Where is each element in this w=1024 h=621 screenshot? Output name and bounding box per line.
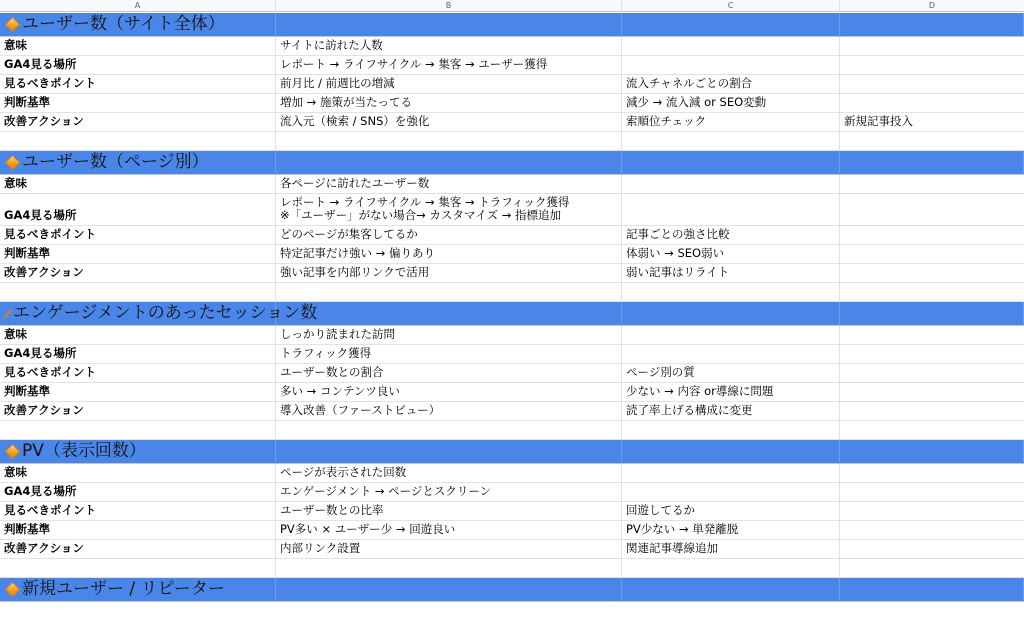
- table-row: [0, 364, 1024, 383]
- cell-line: 多い → コンテンツ良い: [280, 384, 400, 398]
- row-label-cell[interactable]: 改善アクション: [0, 113, 276, 132]
- blank-row: [0, 559, 1024, 578]
- value-cell-b[interactable]: [276, 540, 622, 559]
- value-cell-d[interactable]: [840, 194, 1024, 226]
- value-cell-d[interactable]: [840, 464, 1024, 483]
- section-title-text: ユーザー数（ページ別）: [22, 152, 209, 172]
- value-cell-d[interactable]: [840, 383, 1024, 402]
- value-cell-d[interactable]: 新規記事投入: [840, 113, 1024, 132]
- column-header-c[interactable]: C: [622, 0, 840, 12]
- table-row: [0, 194, 1024, 226]
- value-cell-c[interactable]: [622, 345, 840, 364]
- table-row: [0, 264, 1024, 283]
- value-cell-c[interactable]: 弱い記事はリライト: [622, 264, 840, 283]
- section-title-cell[interactable]: [0, 578, 276, 602]
- empty-cell[interactable]: [0, 132, 276, 151]
- row-label-cell[interactable]: 改善アクション: [0, 540, 276, 559]
- cell-line: しっかり読まれた訪問: [280, 327, 395, 341]
- table-row: [0, 37, 1024, 56]
- cell-line: 増加 → 施策が当たってる: [280, 95, 412, 109]
- table-row: [0, 94, 1024, 113]
- empty-cell[interactable]: [276, 559, 622, 578]
- empty-cell[interactable]: [840, 559, 1024, 578]
- empty-cell[interactable]: [840, 283, 1024, 302]
- value-cell-b[interactable]: [276, 175, 622, 194]
- value-cell-d[interactable]: [840, 326, 1024, 345]
- orange-diamond-icon: [5, 443, 21, 459]
- value-cell-b[interactable]: [276, 364, 622, 383]
- row-label-cell[interactable]: 判断基準: [0, 94, 276, 113]
- empty-cell[interactable]: [840, 132, 1024, 151]
- cell-line: ※「ユーザー」がない場合→ カスタマイズ → 指標追加: [280, 208, 562, 222]
- value-cell-b[interactable]: [276, 326, 622, 345]
- row-label-cell[interactable]: 改善アクション: [0, 402, 276, 421]
- value-cell-b[interactable]: [276, 113, 622, 132]
- section-header-cell[interactable]: [276, 302, 622, 326]
- value-cell-d[interactable]: [840, 94, 1024, 113]
- value-cell-d[interactable]: [840, 75, 1024, 94]
- table-row: [0, 345, 1024, 364]
- empty-cell[interactable]: [622, 559, 840, 578]
- empty-cell[interactable]: [276, 421, 622, 440]
- value-cell-c[interactable]: [622, 326, 840, 345]
- cell-line: どのページが集客してるか: [280, 227, 418, 241]
- table-row: [0, 175, 1024, 194]
- section-title: [4, 152, 271, 172]
- empty-cell[interactable]: [622, 421, 840, 440]
- section-header-cell[interactable]: [840, 13, 1024, 37]
- section-title-cell[interactable]: [0, 302, 318, 326]
- section-header-cell[interactable]: [276, 13, 622, 37]
- row-label-cell[interactable]: 意味: [0, 37, 276, 56]
- section-header-cell[interactable]: [622, 13, 840, 37]
- cell-line: レポート → ライフサイクル → 集客 → ユーザー獲得: [280, 57, 548, 71]
- value-cell-d[interactable]: [840, 264, 1024, 283]
- row-label-cell[interactable]: 見るべきポイント: [0, 502, 276, 521]
- value-cell-c[interactable]: [622, 483, 840, 502]
- value-cell-b[interactable]: [276, 56, 622, 75]
- orange-diamond-icon: [3, 308, 12, 317]
- value-cell-b[interactable]: [276, 464, 622, 483]
- value-cell-d[interactable]: [840, 56, 1024, 75]
- cell-line: トラフィック獲得: [280, 346, 372, 360]
- value-cell-c[interactable]: PV少ない → 単発離脱: [622, 521, 840, 540]
- section-title-text: PV（表示回数）: [22, 441, 146, 461]
- table-row: [0, 402, 1024, 421]
- value-cell-c[interactable]: 減少 → 流入減 or SEO変動: [622, 94, 840, 113]
- cell-line: ユーザー数との割合: [280, 365, 384, 379]
- table-row: [0, 245, 1024, 264]
- row-label-cell[interactable]: 判断基準: [0, 245, 276, 264]
- value-cell-b[interactable]: [276, 502, 622, 521]
- value-cell-c[interactable]: 回遊してるか: [622, 502, 840, 521]
- value-cell-d[interactable]: [840, 540, 1024, 559]
- row-label-cell[interactable]: GA4見る場所: [0, 194, 276, 226]
- section-title-text: エンゲージメントのあったセッション数: [13, 303, 318, 323]
- orange-diamond-icon: [5, 16, 21, 32]
- empty-cell[interactable]: [276, 132, 622, 151]
- value-cell-b[interactable]: [276, 94, 622, 113]
- row-label-cell[interactable]: 判断基準: [0, 521, 276, 540]
- section-header-row: [0, 440, 1024, 464]
- row-label-cell[interactable]: 見るべきポイント: [0, 226, 276, 245]
- empty-cell[interactable]: [0, 283, 276, 302]
- empty-cell[interactable]: [622, 132, 840, 151]
- section-header-row: [0, 302, 1024, 326]
- orange-diamond-icon: [5, 154, 21, 170]
- value-cell-d[interactable]: [840, 483, 1024, 502]
- value-cell-b[interactable]: [276, 383, 622, 402]
- value-cell-d[interactable]: [840, 37, 1024, 56]
- value-cell-c[interactable]: 流入チャネルごとの割合: [622, 75, 840, 94]
- section-title-text: ユーザー数（サイト全体）: [22, 14, 225, 34]
- value-cell-b[interactable]: [276, 521, 622, 540]
- section-header-row: [0, 578, 1024, 602]
- section-header-cell[interactable]: [276, 440, 622, 464]
- value-cell-c[interactable]: [622, 194, 840, 226]
- empty-cell[interactable]: [0, 559, 276, 578]
- value-cell-c[interactable]: [622, 175, 840, 194]
- table-row: [0, 326, 1024, 345]
- cell-line: エンゲージメント → ページとスクリーン: [280, 484, 492, 498]
- section-title-text: 新規ユーザー / リピーター: [22, 579, 225, 599]
- row-label-cell[interactable]: 意味: [0, 326, 276, 345]
- value-cell-c[interactable]: 少ない → 内容 or導線に問題: [622, 383, 840, 402]
- column-header-a[interactable]: A: [0, 0, 276, 12]
- value-cell-d[interactable]: [840, 364, 1024, 383]
- cell-line: 流入元（検索 / SNS）を強化: [280, 114, 430, 128]
- value-cell-b[interactable]: [276, 226, 622, 245]
- value-cell-c[interactable]: 体弱い → SEO弱い: [622, 245, 840, 264]
- row-label-cell[interactable]: 改善アクション: [0, 264, 276, 283]
- cell-line: 特定記事だけ強い → 偏りあり: [280, 246, 435, 260]
- cell-line: レポート → ライフサイクル → 集客 → トラフィック獲得: [280, 195, 570, 209]
- value-cell-c[interactable]: 関連記事導線追加: [622, 540, 840, 559]
- value-cell-b[interactable]: [276, 245, 622, 264]
- section-header-cell[interactable]: [622, 151, 840, 175]
- table-row: [0, 383, 1024, 402]
- column-header-d[interactable]: D: [840, 0, 1024, 12]
- table-row: [0, 464, 1024, 483]
- value-cell-b[interactable]: [276, 264, 622, 283]
- table-row: [0, 113, 1024, 132]
- row-label-cell[interactable]: 判断基準: [0, 383, 276, 402]
- section-title: [4, 14, 271, 34]
- section-header-cell[interactable]: [840, 440, 1024, 464]
- value-cell-b[interactable]: [276, 75, 622, 94]
- row-label-cell[interactable]: 見るべきポイント: [0, 75, 276, 94]
- value-cell-d[interactable]: [840, 175, 1024, 194]
- value-cell-d[interactable]: [840, 226, 1024, 245]
- value-cell-b[interactable]: [276, 194, 622, 226]
- section-header-row: [0, 151, 1024, 175]
- row-label-cell[interactable]: GA4見る場所: [0, 56, 276, 75]
- value-cell-d[interactable]: [840, 502, 1024, 521]
- section-title-cell[interactable]: [0, 440, 276, 464]
- column-header-bar: [0, 0, 1024, 12]
- value-cell-c[interactable]: [622, 464, 840, 483]
- section-header-cell[interactable]: [840, 578, 1024, 602]
- table-row: [0, 75, 1024, 94]
- section-header-cell[interactable]: [276, 578, 622, 602]
- section-title: [4, 441, 271, 461]
- value-cell-b[interactable]: [276, 483, 622, 502]
- empty-cell[interactable]: [0, 421, 276, 440]
- value-cell-d[interactable]: [840, 245, 1024, 264]
- value-cell-c[interactable]: ページ別の質: [622, 364, 840, 383]
- row-label-cell[interactable]: 意味: [0, 175, 276, 194]
- value-cell-c[interactable]: [622, 37, 840, 56]
- cell-line: ページが表示された回数: [280, 465, 407, 479]
- table-row: [0, 521, 1024, 540]
- cell-line: 前月比 / 前週比の増減: [280, 76, 395, 90]
- value-cell-c[interactable]: 記事ごとの強さ比較: [622, 226, 840, 245]
- value-cell-b[interactable]: [276, 37, 622, 56]
- cell-line: 各ページに訪れたユーザー数: [280, 176, 430, 190]
- blank-row: [0, 283, 1024, 302]
- blank-row: [0, 132, 1024, 151]
- value-cell-c[interactable]: 索順位チェック: [622, 113, 840, 132]
- row-label-cell[interactable]: 見るべきポイント: [0, 364, 276, 383]
- section-header-row: [0, 13, 1024, 37]
- empty-cell[interactable]: [622, 283, 840, 302]
- empty-cell[interactable]: [840, 421, 1024, 440]
- row-label-cell[interactable]: 意味: [0, 464, 276, 483]
- table-row: [0, 502, 1024, 521]
- cell-line: PV多い × ユーザー少 → 回遊良い: [280, 522, 456, 536]
- row-label-cell[interactable]: GA4見る場所: [0, 483, 276, 502]
- value-cell-c[interactable]: 読了率上げる構成に変更: [622, 402, 840, 421]
- cell-line: サイトに訪れた人数: [280, 38, 383, 52]
- table-row: [0, 226, 1024, 245]
- row-label-cell[interactable]: GA4見る場所: [0, 345, 276, 364]
- column-header-b[interactable]: B: [276, 0, 622, 12]
- cell-line: 導入改善（ファーストビュー）: [280, 403, 441, 417]
- value-cell-d[interactable]: [840, 345, 1024, 364]
- cell-line: 強い記事を内部リンクで活用: [280, 265, 430, 279]
- value-cell-b[interactable]: [276, 345, 622, 364]
- section-header-cell[interactable]: [840, 302, 1024, 326]
- orange-diamond-icon: [5, 581, 21, 597]
- table-row: [0, 483, 1024, 502]
- section-title-cell[interactable]: [0, 151, 276, 175]
- section-header-cell[interactable]: [840, 151, 1024, 175]
- section-header-cell[interactable]: [622, 440, 840, 464]
- cell-line: ユーザー数との比率: [280, 503, 384, 517]
- value-cell-b[interactable]: [276, 402, 622, 421]
- cell-line: 内部リンク設置: [280, 541, 361, 555]
- value-cell-c[interactable]: [622, 56, 840, 75]
- empty-cell[interactable]: [276, 283, 622, 302]
- section-title: [4, 303, 318, 323]
- blank-row: [0, 421, 1024, 440]
- value-cell-d[interactable]: [840, 521, 1024, 540]
- section-header-cell[interactable]: [622, 578, 840, 602]
- section-title-cell[interactable]: [0, 13, 276, 37]
- value-cell-d[interactable]: [840, 402, 1024, 421]
- table-row: [0, 540, 1024, 559]
- section-header-cell[interactable]: [622, 302, 840, 326]
- table-row: [0, 56, 1024, 75]
- section-title: [4, 579, 271, 599]
- section-header-cell[interactable]: [276, 151, 622, 175]
